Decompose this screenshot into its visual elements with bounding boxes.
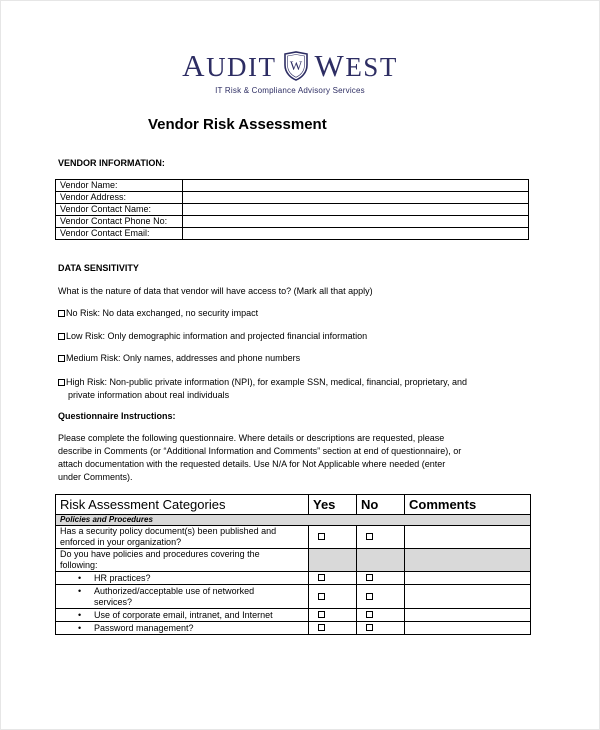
table-row	[56, 180, 529, 192]
risk-assessment-table	[55, 494, 531, 635]
bullet-icon: •	[78, 609, 82, 620]
header-comments: Comments	[405, 495, 531, 515]
data-sensitivity-question: What is the nature of data that vendor will have access to? (Mark all that apply)	[58, 286, 373, 296]
vendor-info-heading: VENDOR INFORMATION:	[58, 158, 165, 168]
yes-cell	[309, 609, 357, 622]
vendor-name-label: Vendor Name:	[56, 180, 183, 192]
table-row	[56, 192, 529, 204]
checkbox-icon[interactable]	[318, 624, 325, 631]
checkbox-icon[interactable]	[366, 533, 373, 540]
vendor-contact-phone-label: Vendor Contact Phone No:	[56, 216, 183, 228]
option-label: Medium Risk: Only names, addresses and phone numbers	[66, 353, 301, 363]
option-low-risk[interactable]	[58, 330, 367, 342]
table-row	[56, 549, 531, 572]
comments-cell[interactable]	[405, 609, 531, 622]
table-row	[56, 204, 529, 216]
table-row	[56, 228, 529, 240]
checkbox-icon[interactable]	[366, 624, 373, 631]
table-row	[56, 526, 531, 549]
option-label: No Risk: No data exchanged, no security impact	[66, 308, 259, 318]
shaded-cell	[309, 549, 357, 572]
no-cell	[357, 572, 405, 585]
bullet-icon: •	[78, 622, 82, 633]
no-cell	[357, 526, 405, 549]
table-row	[56, 585, 531, 609]
checkbox-icon[interactable]	[366, 593, 373, 600]
option-label: Low Risk: Only demographic information and projected financial information	[66, 331, 368, 341]
yes-cell	[309, 585, 357, 609]
shaded-cell	[357, 549, 405, 572]
logo-tagline: IT Risk & Compliance Advisory Services	[215, 86, 365, 95]
checkbox-icon[interactable]	[58, 333, 65, 340]
checkbox-icon[interactable]	[318, 533, 325, 540]
question-cell: Has a security policy document(s) been published and enforced in your organization?	[56, 526, 309, 549]
vendor-contact-name-label: Vendor Contact Name:	[56, 204, 183, 216]
shaded-cell	[405, 549, 531, 572]
checkbox-icon[interactable]	[318, 611, 325, 618]
checkbox-icon[interactable]	[58, 379, 65, 386]
option-label: High Risk: Non-public private information (NPI), for example SSN, medical, financial, proprietary, and	[66, 377, 467, 387]
vendor-name-field[interactable]	[183, 180, 529, 192]
vendor-contact-name-field[interactable]	[183, 204, 529, 216]
checkbox-icon[interactable]	[318, 593, 325, 600]
instructions-line: attach documentation with the requested details. Use N/A for Not Applicable where needed (enter	[58, 459, 446, 469]
instructions-heading: Questionnaire Instructions:	[58, 411, 176, 421]
comments-cell[interactable]	[405, 526, 531, 549]
question-cell: • Use of corporate email, intranet, and Internet	[56, 609, 309, 622]
yes-cell	[309, 572, 357, 585]
checkbox-icon[interactable]	[58, 355, 65, 362]
no-cell	[357, 622, 405, 635]
comments-cell[interactable]	[405, 572, 531, 585]
checkbox-icon[interactable]	[366, 611, 373, 618]
question-cell: Do you have policies and procedures covering the following:	[56, 549, 309, 572]
svg-text:W: W	[289, 58, 302, 73]
logo-word-right: WEST	[314, 48, 398, 83]
document-title: Vendor Risk Assessment	[148, 116, 327, 133]
comments-cell[interactable]	[405, 622, 531, 635]
yes-cell	[309, 526, 357, 549]
table-row	[56, 609, 531, 622]
section-title: Policies and Procedures	[56, 515, 531, 526]
header-categories: Risk Assessment Categories	[56, 495, 309, 515]
logo-word-left: AUDIT	[182, 48, 277, 83]
no-cell	[357, 585, 405, 609]
bullet-icon: •	[78, 585, 82, 596]
option-high-risk[interactable]	[58, 376, 467, 388]
comments-cell[interactable]	[405, 585, 531, 609]
table-row	[56, 216, 529, 228]
option-high-risk-continued: private information about real individuals	[68, 390, 230, 400]
question-cell: • HR practices?	[56, 572, 309, 585]
shield-icon	[283, 51, 309, 81]
question-cell: • Password management?	[56, 622, 309, 635]
no-cell	[357, 609, 405, 622]
bullet-icon: •	[78, 572, 82, 583]
question-cell: • Authorized/acceptable use of networked services?	[56, 585, 309, 609]
table-row	[56, 622, 531, 635]
instructions-line: under Comments).	[58, 472, 133, 482]
vendor-contact-email-label: Vendor Contact Email:	[56, 228, 183, 240]
table-header-row	[56, 495, 531, 515]
instructions-line: Please complete the following questionnaire. Where details or descriptions are requested, please	[58, 433, 445, 443]
vendor-address-field[interactable]	[183, 192, 529, 204]
vendor-info-table	[55, 179, 529, 240]
checkbox-icon[interactable]	[318, 574, 325, 581]
option-medium-risk[interactable]	[58, 352, 300, 364]
company-logo	[0, 48, 580, 95]
checkbox-icon[interactable]	[366, 574, 373, 581]
header-yes: Yes	[309, 495, 357, 515]
yes-cell	[309, 622, 357, 635]
vendor-address-label: Vendor Address:	[56, 192, 183, 204]
checkbox-icon[interactable]	[58, 310, 65, 317]
instructions-line: describe in Comments (or “Additional Information and Comments” section at end of questionnaire), or	[58, 446, 462, 456]
option-no-risk[interactable]	[58, 307, 258, 319]
data-sensitivity-heading: DATA SENSITIVITY	[58, 263, 139, 273]
header-no: No	[357, 495, 405, 515]
vendor-contact-phone-field[interactable]	[183, 216, 529, 228]
table-row	[56, 572, 531, 585]
vendor-contact-email-field[interactable]	[183, 228, 529, 240]
section-row	[56, 515, 531, 526]
